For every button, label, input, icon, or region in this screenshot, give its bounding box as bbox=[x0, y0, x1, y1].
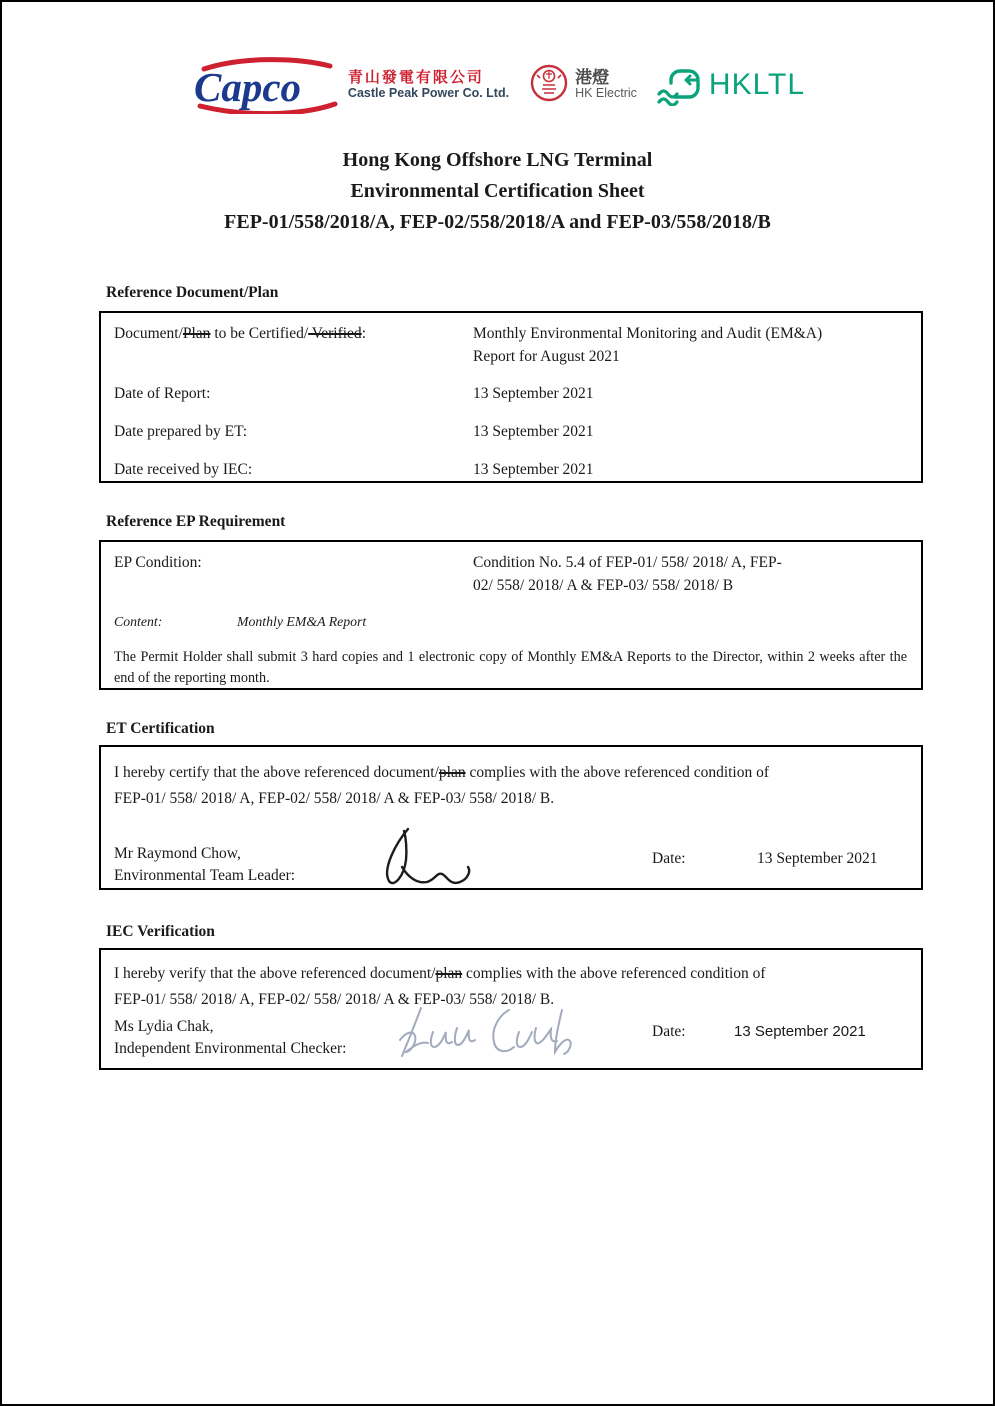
date-of-report-value: 13 September 2021 bbox=[473, 385, 594, 402]
iec-verification-box bbox=[99, 948, 923, 1070]
ep-condition-value: Condition No. 5.4 of FEP-01/ 558/ 2018/ A, FEP- 02/ 558/ 2018/ A & FEP-03/ 558/ 2018/ B bbox=[473, 554, 782, 594]
iec-date-value: 13 September 2021 bbox=[734, 1023, 866, 1040]
et-certification-heading: ET Certification bbox=[106, 720, 215, 737]
document-row-value: Monthly Environmental Monitoring and Audit (EM&A) Report for August 2021 bbox=[473, 325, 823, 365]
et-signature bbox=[344, 825, 484, 889]
hkltl-wordmark: HKLTL bbox=[708, 68, 806, 101]
title-line-3: FEP-01/558/2018/A, FEP-02/558/2018/A and FEP-03/558/2018/B bbox=[224, 211, 771, 233]
permit-holder-note: The Permit Holder shall submit 3 hard copies and 1 electronic copy of Monthly EM&A Reports to the Director, within 2 weeks after the end of the reporting month. bbox=[114, 649, 907, 686]
content-value: Monthly EM&A Report bbox=[237, 614, 367, 629]
capco-wordmark-icon bbox=[190, 56, 340, 114]
struck-verified: Verified bbox=[308, 325, 362, 342]
et-date-value: 13 September 2021 bbox=[757, 850, 878, 867]
hk-electric-english-name: HK Electric bbox=[575, 86, 637, 101]
hkltl-glyph-icon bbox=[657, 64, 703, 106]
struck-plan: Plan bbox=[182, 325, 211, 342]
content-label: Content: bbox=[114, 614, 163, 629]
svg-text:Capco: Capco bbox=[193, 64, 301, 110]
title-line-2: Environmental Certification Sheet bbox=[350, 180, 645, 202]
iec-signatory-name: Ms Lydia Chak, bbox=[114, 1018, 214, 1035]
document-title bbox=[2, 145, 993, 238]
date-received-label: Date received by IEC: bbox=[114, 461, 253, 478]
hk-electric-logo bbox=[529, 63, 637, 107]
date-prepared-value: 13 September 2021 bbox=[473, 423, 594, 440]
et-signatory bbox=[114, 843, 295, 887]
capco-english-name: Castle Peak Power Co. Ltd. bbox=[347, 86, 510, 101]
capco-logo bbox=[190, 56, 509, 114]
date-of-report-label: Date of Report: bbox=[114, 385, 211, 402]
hk-electric-seal-icon bbox=[529, 63, 569, 107]
iec-date-label: Date: bbox=[652, 1023, 686, 1040]
hkltl-logo bbox=[657, 64, 805, 106]
date-of-report-row bbox=[114, 382, 907, 405]
ep-requirement-box bbox=[99, 540, 923, 690]
document-row-label: Document/Plan to be Certified/ Verified: bbox=[114, 325, 366, 342]
capco-chinese-name: 青山發電有限公司 bbox=[347, 68, 484, 87]
date-prepared-label: Date prepared by ET: bbox=[114, 423, 248, 440]
iec-signature bbox=[397, 1000, 577, 1066]
date-prepared-row bbox=[114, 420, 907, 443]
struck-plan: plan bbox=[438, 764, 466, 781]
iec-signatory bbox=[114, 1016, 346, 1060]
reference-document-heading: Reference Document/Plan bbox=[106, 284, 279, 301]
et-signatory-name: Mr Raymond Chow, bbox=[114, 845, 241, 862]
et-date-label: Date: bbox=[652, 850, 686, 867]
iec-signatory-title: Independent Environmental Checker: bbox=[114, 1040, 347, 1057]
ep-condition-row bbox=[114, 551, 907, 597]
struck-plan: plan bbox=[435, 965, 463, 982]
et-signatory-title: Environmental Team Leader: bbox=[114, 867, 296, 884]
et-statement: I hereby certify that the above referenced document/plan complies with the above referenced condition of FEP-01/ 558/ 2018/ A, FEP-02/ 558/ 2018/ A & FEP-03/ 558/ 2018/ B. bbox=[114, 764, 770, 807]
hk-electric-chinese-name: 港燈 bbox=[575, 67, 610, 88]
date-received-row bbox=[114, 458, 907, 481]
title-line-1: Hong Kong Offshore LNG Terminal bbox=[342, 149, 653, 171]
logo-row bbox=[2, 56, 993, 114]
et-certification-box bbox=[99, 745, 923, 890]
iec-statement: I hereby verify that the above referenced document/plan complies with the above referenced condition of FEP-01/ 558/ 2018/ A, FEP-02/ 558/ 2018/ A & FEP-03/ 558/ 2018/ B. bbox=[114, 965, 766, 1008]
content-row bbox=[114, 610, 907, 633]
ep-requirement-heading: Reference EP Requirement bbox=[106, 513, 286, 530]
date-received-value: 13 September 2021 bbox=[473, 461, 594, 478]
iec-verification-heading: IEC Verification bbox=[106, 923, 215, 940]
document-row bbox=[114, 322, 907, 368]
ep-condition-label: EP Condition: bbox=[114, 554, 202, 571]
reference-document-box bbox=[99, 311, 923, 483]
